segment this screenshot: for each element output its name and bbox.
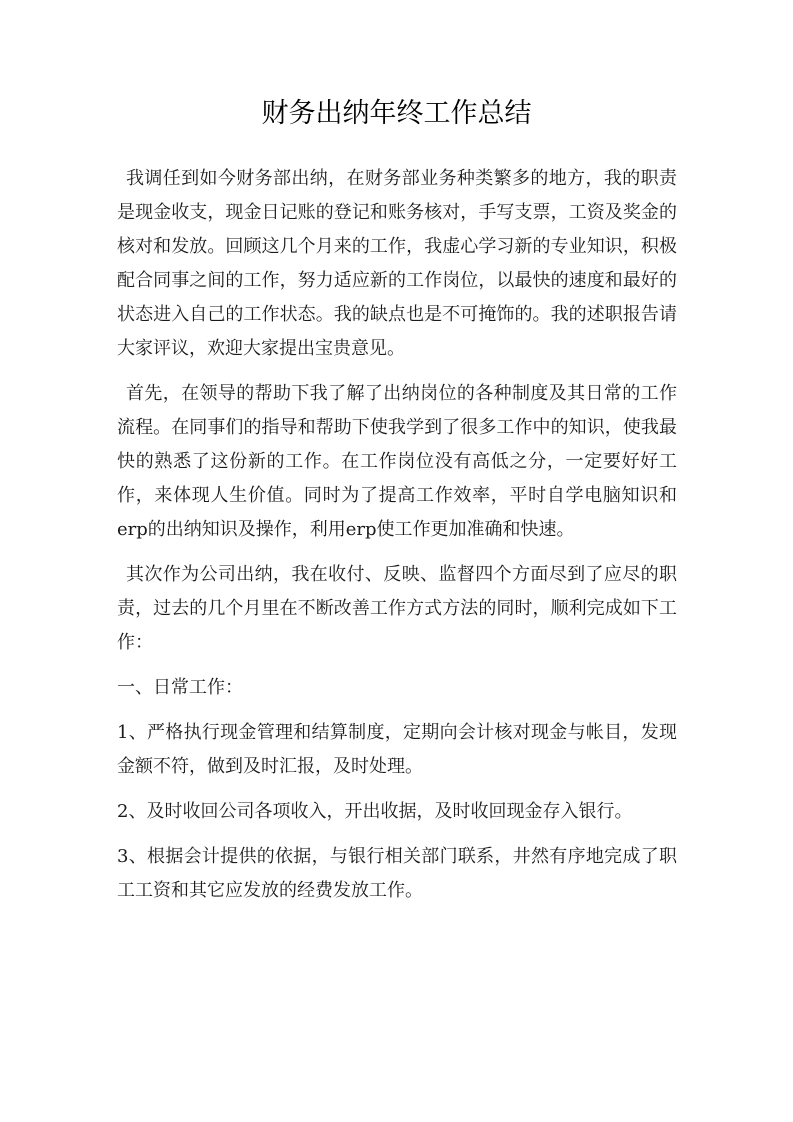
paragraph-first: 首先，在领导的帮助下我了解了出纳岗位的各种制度及其日常的工作流程。在同事们的指导和帮助下使我学到了很多工作中的知识，使我最快的熟悉了这份新的工作。在工作岗位没有高低之分，一定要好好工作，来体现人生价值。同时为了提高工作效率，平时自学电脑知识和erp的出纳知识及操作，利用erp使工作更加准确和快速。 — [117, 383, 677, 540]
list-item-3: 3、根据会计提供的依据，与银行相关部门联系，井然有序地完成了职工工资和其它应发放的经费发放工作。 — [117, 846, 677, 901]
paragraph-intro: 我调任到如今财务部出纳，在财务部业务种类繁多的地方，我的职责是现金收支，现金日记账的登记和账务核对，手写支票，工资及奖金的核对和发放。回顾这几个月来的工作，我虚心学习新的专业知识，积极配合同事之间的工作，努力适应新的工作岗位，以最快的速度和最好的状态进入自己的工作状态。我的缺点也是不可掩饰的。我的述职报告请大家评议，欢迎大家提出宝贵意见。 — [117, 168, 677, 359]
list-item-1: 1、严格执行现金管理和结算制度，定期向会计核对现金与帐目，发现金额不符，做到及时汇报，及时处理。 — [117, 722, 677, 777]
list-item-2: 2、及时收回公司各项收入，开出收据，及时收回现金存入银行。 — [117, 801, 633, 822]
paragraph-second: 其次作为公司出纳，我在收付、反映、监督四个方面尽到了应尽的职责，过去的几个月里在不断改善工作方式方法的同时，顺利完成如下工作： — [117, 564, 677, 653]
document-title: 财务出纳年终工作总结 — [261, 98, 532, 129]
section-heading-daily-work: 一、日常工作： — [117, 677, 243, 698]
document-body — [117, 162, 677, 919]
